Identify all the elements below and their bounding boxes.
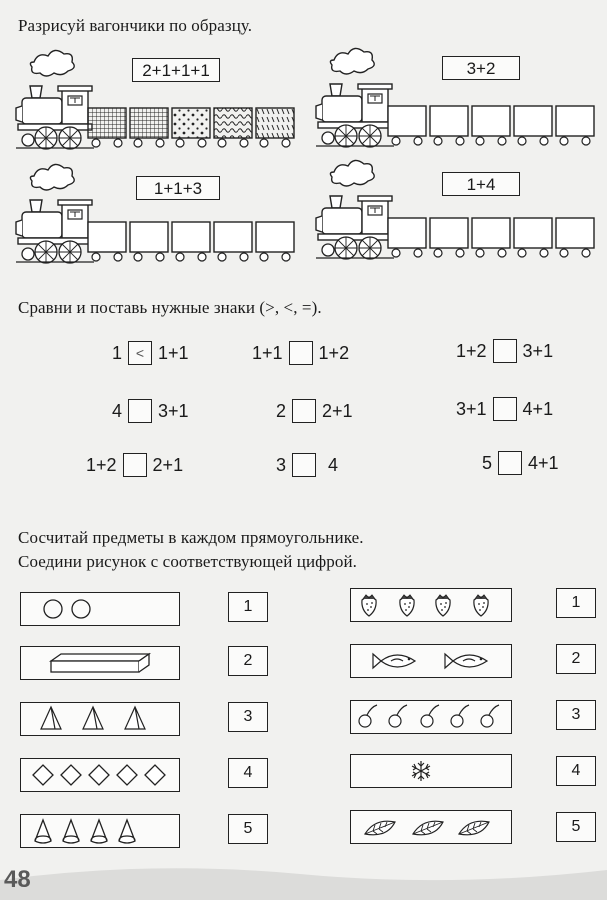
compare-item (252, 340, 349, 366)
train-formula-2: 3+2 (442, 56, 520, 80)
compare-right: 2+1 (322, 401, 353, 421)
number-box[interactable]: 1 (228, 592, 268, 622)
compare-right: 1+1 (158, 343, 189, 363)
compare-item (456, 338, 553, 364)
compare-item (456, 396, 553, 422)
compare-item (86, 452, 183, 478)
compare-left: 1+2 (456, 341, 487, 361)
page-number: 48 (4, 866, 31, 893)
cherries-picture (351, 701, 511, 733)
number-box[interactable]: 1 (556, 588, 596, 618)
circles-picture (21, 593, 179, 625)
compare-left: 1+1 (252, 343, 283, 363)
compare-right: 2+1 (152, 455, 184, 475)
number-box[interactable]: 5 (228, 814, 268, 844)
compare-answer-box[interactable] (493, 397, 517, 421)
compare-answer-box[interactable] (493, 339, 517, 363)
compare-answer-box[interactable] (128, 341, 152, 365)
number-box[interactable]: 3 (556, 700, 596, 730)
number-box[interactable]: 5 (556, 812, 596, 842)
compare-item (276, 398, 353, 424)
compare-right: 4+1 (522, 399, 554, 419)
compare-right: 4+1 (528, 453, 559, 473)
number-box[interactable]: 3 (228, 702, 268, 732)
trains-illustration (0, 0, 607, 280)
picture-rect-pyramids[interactable] (20, 702, 180, 736)
compare-left: 2 (276, 401, 287, 421)
compare-left: 3+1 (456, 399, 487, 419)
picture-rect-box[interactable] (20, 646, 180, 680)
section-title-compare: Сравни и поставь нужные знаки (>, <, =). (18, 298, 322, 317)
box-picture (21, 647, 179, 679)
picture-rect-cherries[interactable] (350, 700, 512, 734)
compare-answer-box[interactable] (498, 451, 522, 475)
compare-left: 4 (112, 401, 123, 421)
number-box[interactable]: 2 (228, 646, 268, 676)
diamonds-picture (21, 759, 179, 791)
picture-rect-diamonds[interactable] (20, 758, 180, 792)
section-title-count-line1: Сосчитай предметы в каждом прямоугольнике. (18, 528, 364, 547)
picture-rect-snowflake[interactable] (350, 754, 512, 788)
compare-answer: < (135, 345, 145, 361)
section-title-count-line2: Соедини рисунок с соответствующей цифрой. (18, 552, 358, 571)
compare-right: 4 (328, 455, 339, 475)
compare-left: 1+2 (86, 455, 117, 475)
compare-answer-box[interactable] (292, 453, 316, 477)
snowflake-picture (351, 755, 511, 787)
picture-rect-circles[interactable] (20, 592, 180, 626)
number-box[interactable]: 4 (556, 756, 596, 786)
picture-rect-fish[interactable] (350, 644, 512, 678)
fish-picture (351, 645, 511, 677)
compare-answer-box[interactable] (292, 399, 316, 423)
compare-left: 3 (276, 455, 287, 475)
train-formula-3: 1+1+3 (136, 176, 220, 200)
compare-right: 3+1 (158, 401, 189, 421)
train-formula-4: 1+4 (442, 172, 520, 196)
strawberries-picture (351, 589, 511, 621)
compare-item (112, 398, 189, 424)
compare-left: 5 (482, 453, 493, 473)
number-box[interactable]: 2 (556, 644, 596, 674)
picture-rect-strawberries[interactable] (350, 588, 512, 622)
compare-answer-box[interactable] (123, 453, 147, 477)
train-formula-1: 2+1+1+1 (132, 58, 220, 82)
compare-item (276, 452, 338, 478)
number-box[interactable]: 4 (228, 758, 268, 788)
compare-item (482, 450, 559, 476)
compare-item (112, 340, 189, 366)
page-footer-wave (0, 830, 607, 900)
compare-right: 3+1 (522, 341, 554, 361)
pyramids-picture (21, 703, 179, 735)
compare-right: 1+2 (318, 343, 350, 363)
compare-left: 1 (112, 343, 123, 363)
compare-answer-box[interactable] (289, 341, 313, 365)
compare-answer-box[interactable] (128, 399, 152, 423)
section-title-trains: Разрисуй вагончики по образцу. (18, 16, 253, 35)
